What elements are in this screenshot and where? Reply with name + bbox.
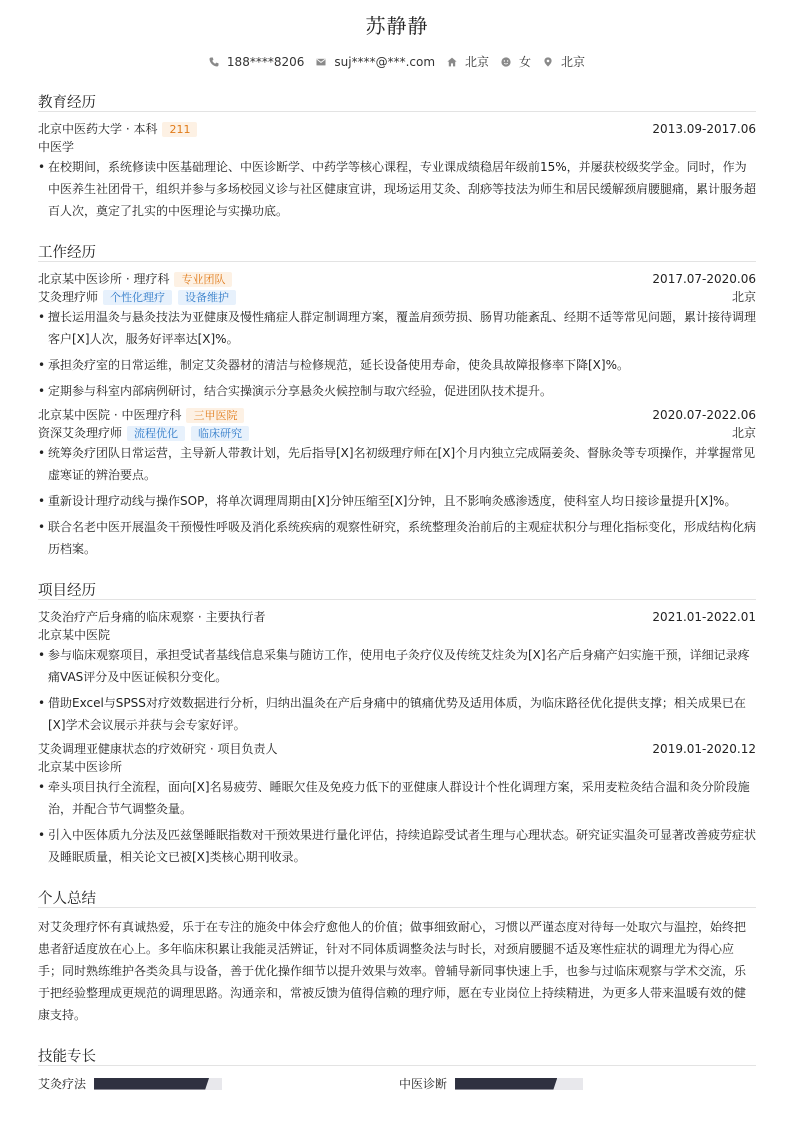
work-bullet: • 联合名老中医开展温灸干预慢性呼吸及消化系统疾病的观察性研究，系统整理灸治前后的主观症状积分与理化指标变化，形成结构化病历档案。 bbox=[38, 516, 756, 560]
work-city: 北京 bbox=[731, 290, 756, 304]
contact-gender bbox=[501, 53, 531, 70]
project-bullet: • 参与临床观察项目，承担受试者基线信息采集与随访工作，使用电子灸疗仪及传统艾炷灸为[X]名产后身痛产妇实施干预，详细记录疼痛VAS评分及中医证候积分变化。 bbox=[38, 644, 756, 688]
work-role-tag: 临床研究 bbox=[191, 426, 249, 441]
location-pin-icon bbox=[543, 57, 553, 67]
project-title: 艾灸治疗产后身痛的临床观察 · 主要执行者 bbox=[38, 610, 266, 624]
work-city: 北京 bbox=[731, 426, 756, 440]
project-org: 北京某中医诊所 bbox=[38, 760, 123, 774]
education-date: 2013.09-2017.06 bbox=[652, 122, 756, 136]
project-header bbox=[38, 741, 756, 758]
work-header bbox=[38, 407, 756, 424]
work-bullet: • 承担灸疗室的日常运维，制定艾灸器材的清洁与检修规范，延长设备使用寿命，使灸具故障报修率下降[X]%。 bbox=[38, 354, 756, 376]
project-date: 2021.01-2022.01 bbox=[652, 610, 756, 624]
location-text: 北京 bbox=[561, 55, 586, 69]
skill-level-fill bbox=[455, 1078, 557, 1090]
contact-location bbox=[543, 53, 585, 70]
section-title-work: 工作经历 bbox=[38, 241, 756, 262]
school-name: 北京中医药大学 · 本科 bbox=[38, 122, 158, 136]
work-org-tag: 三甲医院 bbox=[186, 408, 244, 423]
skill-level-fill bbox=[94, 1078, 209, 1090]
project-bullet: • 引入中医体质九分法及匹兹堡睡眠指数对干预效果进行量化评估，持续追踪受试者生理与心理状态。研究证实温灸可显著改善疲劳症状及睡眠质量，相关论文已被[X]类核心期刊收录。 bbox=[38, 824, 756, 868]
candidate-name: 苏静静 bbox=[365, 14, 429, 38]
skill-name: 艾灸疗法 bbox=[38, 1077, 87, 1091]
home-icon bbox=[447, 57, 457, 67]
work-role-row bbox=[38, 289, 756, 306]
work-header bbox=[38, 271, 756, 288]
skill-level-bar bbox=[94, 1078, 222, 1090]
project-header bbox=[38, 609, 756, 626]
work-role-tag: 流程优化 bbox=[127, 426, 185, 441]
project-bullet: • 牵头项目执行全流程，面向[X]名易疲劳、睡眠欠佳及免疫力低下的亚健康人群设计个性化调理方案，采用麦粒灸结合温和灸分阶段施治，并配合节气调整灸量。 bbox=[38, 776, 756, 820]
school-tag: 211 bbox=[162, 122, 197, 137]
work-bullet: • 定期参与科室内部病例研讨，结合实操演示分享悬灸火候控制与取穴经验，促进团队技术提升。 bbox=[38, 380, 756, 402]
gender-text: 女 bbox=[519, 55, 532, 69]
education-bullet: • 在校期间，系统修读中医基础理论、中医诊断学、中药学等核心课程，专业课成绩稳居年级前15%，并屡获校级奖学金。同时，作为中医养生社团骨干，组织并参与多场校园义诊与社区健康宣讲，现场运用艾灸、刮痧等技法为师生和居民缓解颈肩腰腿痛，累计服务超百人次，奠定了扎实的中医理论与实操功底。 bbox=[38, 156, 756, 222]
work-role-tag: 设备维护 bbox=[178, 290, 236, 305]
education-header bbox=[38, 121, 756, 138]
work-org: 北京某中医诊所 · 理疗科 bbox=[38, 272, 170, 286]
contact-email bbox=[316, 55, 435, 69]
work-bullet: • 重新设计理疗动线与操作SOP，将单次调理周期由[X]分钟压缩至[X]分钟，且不影响灸感渗透度，使科室人均日接诊量提升[X]%。 bbox=[38, 490, 756, 512]
contact-phone bbox=[209, 55, 304, 69]
work-org-tag: 专业团队 bbox=[174, 272, 232, 287]
skill-name: 中医诊断 bbox=[399, 1077, 448, 1091]
project-org-row bbox=[38, 759, 756, 776]
email-text: suj****@***.com bbox=[334, 54, 436, 69]
summary-text: 对艾灸理疗怀有真诚热爱，乐于在专注的施灸中体会疗愈他人的价值；做事细致耐心，习惯以严谨态度对待每一处取穴与温控，始终把患者舒适度放在心上。多年临床积累让我能灵活辨证，针对不同体质调整灸法与时长，对颈肩腰腿不适及寒性症状的调理尤为得心应手；同时熟练维护各类灸具与设备，善于优化操作细节以提升效果与效率。曾辅导新同事快速上手，也参与过临床观察与学术交流，乐于把经验整理成更规范的调理思路。沟通亲和，常被反馈为值得信赖的理疗师，愿在专业岗位上持续精进，为更多人带来温暖有效的健康支持。 bbox=[38, 920, 747, 1022]
work-bullet: • 统筹灸疗团队日常运营，主导新人带教计划，先后指导[X]名初级理疗师在[X]个月内独立完成隔姜灸、督脉灸等专项操作，并掌握常见虚寒证的辨治要点。 bbox=[38, 442, 756, 486]
contact-home bbox=[447, 53, 489, 70]
project-date: 2019.01-2020.12 bbox=[652, 742, 756, 756]
section-title-skills: 技能专长 bbox=[38, 1045, 756, 1066]
mail-icon bbox=[316, 57, 326, 67]
work-date: 2020.07-2022.06 bbox=[652, 408, 756, 422]
work-role: 艾灸理疗师 bbox=[38, 290, 99, 304]
skill-level-bar bbox=[455, 1078, 583, 1090]
face-icon bbox=[501, 57, 511, 67]
work-bullet: • 擅长运用温灸与悬灸技法为亚健康及慢性痛症人群定制调理方案，覆盖肩颈劳损、肠胃功能紊乱、经期不适等常见问题，累计接待调理客户[X]人次，服务好评率达[X]%。 bbox=[38, 306, 756, 350]
skill-item bbox=[399, 1075, 583, 1092]
project-bullet: • 借助Excel与SPSS对疗效数据进行分析，归纳出温灸在产后身痛中的镇痛优势及适用体质，为临床路径优化提供支撑；相关成果已在[X]学术会议展示并获与会专家好评。 bbox=[38, 692, 756, 736]
contact-bar bbox=[38, 53, 756, 70]
education-major-row bbox=[38, 139, 756, 156]
work-role-tag: 个性化理疗 bbox=[103, 290, 172, 305]
work-role: 资深艾灸理疗师 bbox=[38, 426, 123, 440]
project-org-row bbox=[38, 627, 756, 644]
section-title-projects: 项目经历 bbox=[38, 579, 756, 600]
section-title-education: 教育经历 bbox=[38, 91, 756, 112]
home-text: 北京 bbox=[465, 55, 490, 69]
project-title: 艾灸调理亚健康状态的疗效研究 · 项目负责人 bbox=[38, 742, 278, 756]
section-title-summary: 个人总结 bbox=[38, 887, 756, 908]
work-org: 北京某中医院 · 中医理疗科 bbox=[38, 408, 182, 422]
phone-text: 188****8206 bbox=[226, 54, 305, 69]
skill-item bbox=[38, 1075, 222, 1092]
phone-icon bbox=[209, 57, 219, 67]
work-role-row bbox=[38, 425, 756, 442]
major: 中医学 bbox=[38, 140, 75, 154]
work-date: 2017.07-2020.06 bbox=[652, 272, 756, 286]
project-org: 北京某中医院 bbox=[38, 628, 111, 642]
